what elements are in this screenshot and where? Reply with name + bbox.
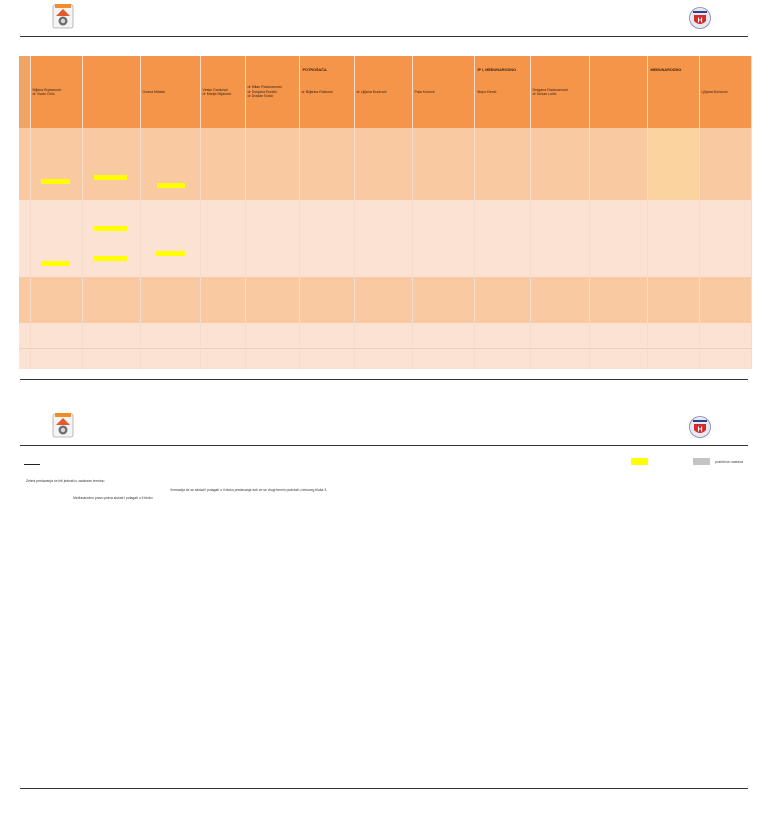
- page-footer-divider: [20, 788, 748, 789]
- table-row: [19, 323, 751, 348]
- header-cell: Ozana Mitašić: [140, 56, 200, 128]
- header-cell: Ljiljana Đurković: [699, 56, 751, 128]
- highlight-mark: [157, 183, 185, 188]
- header-cell: dr Milan Radovanović dr Dorijana Đuričić dr Dražan Đokić: [245, 56, 299, 128]
- header-cell: [82, 56, 140, 128]
- svg-text:H: H: [697, 426, 703, 434]
- table-row: [19, 200, 751, 277]
- header-cell: POTROŠAČA dr Biljanka Ratković: [299, 56, 354, 128]
- header-cell: [647, 56, 699, 128]
- svg-text:H: H: [697, 17, 703, 25]
- school-logo-icon: [52, 412, 74, 438]
- school-logo-icon: [52, 3, 74, 29]
- header-divider: [20, 445, 748, 446]
- legend-grey-swatch: [693, 458, 710, 465]
- highlight-mark: [94, 256, 127, 261]
- legend-highlight-swatch: [631, 458, 648, 465]
- header-cell: Biljana Bratanović dr Vlado Čičić: [30, 56, 82, 128]
- h-shield-logo-icon: [689, 7, 711, 29]
- highlight-mark: [94, 226, 127, 231]
- schedule-table: [19, 56, 752, 369]
- table-row: [19, 277, 751, 323]
- header-cell: Pala Kolovrk: [412, 56, 474, 128]
- note-line: Zeleni predavanja će biti jednaki u zadanom terminu: [26, 479, 105, 483]
- header-cell: IP I, MEĐUNARODNO ‹Nopo Đenić: [474, 56, 530, 128]
- highlight-mark: [41, 179, 70, 184]
- h-shield-logo-icon: [689, 416, 711, 438]
- highlight-mark: [94, 175, 127, 180]
- header-cell: [589, 56, 647, 128]
- note-line: ›formacija će se slušati i polagati u II bloku predavanja dok će se drugi termin podržati u tekućeg bloka 3.: [170, 488, 328, 492]
- note-line: Međunarodno pravo prava slušati i polagati u II bloku: [73, 496, 153, 500]
- table-row: [19, 128, 751, 200]
- legend-dash: [24, 464, 40, 465]
- header-cell: Dragana Radovanović dr Dušan Lukić: [530, 56, 589, 128]
- header-subject: IP I, MEĐUNARODNO: [477, 68, 517, 72]
- legend-grey-label: praktična nastava: [715, 460, 744, 464]
- header-subject: MEĐUNARODNO: [650, 68, 682, 72]
- header-subject: POTROŠAČA: [302, 68, 327, 72]
- page-footer-divider: [20, 379, 748, 380]
- header-divider: [20, 36, 748, 37]
- highlight-mark: [41, 261, 70, 266]
- highlight-mark: [156, 251, 185, 256]
- header-cell: dr Ljiljana Đurković: [354, 56, 412, 128]
- header-cell: Vesko Danković dr Marija Mijalović: [200, 56, 245, 128]
- header-cell: [19, 56, 30, 128]
- table-header-row: [19, 56, 751, 128]
- table-row: [19, 348, 751, 369]
